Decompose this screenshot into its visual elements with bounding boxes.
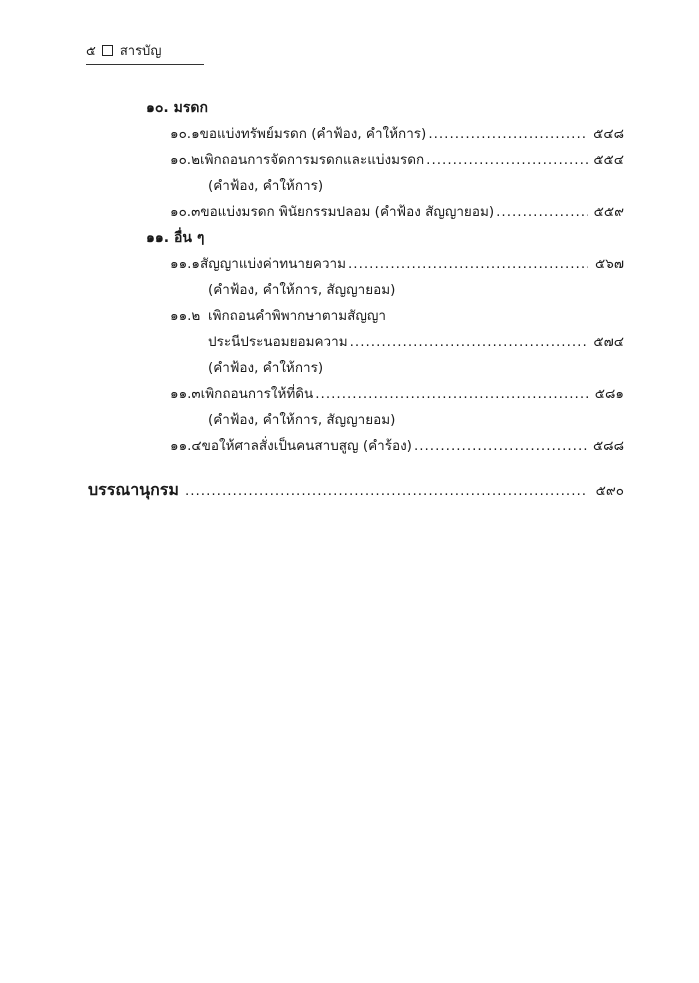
toc-entry[interactable] [170, 200, 624, 224]
toc-entry[interactable] [170, 382, 624, 406]
entry-subtitle: (คำฟ้อง, คำให้การ) [208, 178, 324, 194]
entry-subtitle: (คำฟ้อง, คำให้การ, สัญญายอม) [208, 412, 396, 428]
page-header [86, 42, 204, 65]
entry-title: ขอแบ่งมรดก พินัยกรรมปลอม (คำฟ้อง สัญญายอม) [200, 204, 495, 220]
dot-leader [414, 434, 588, 458]
bibliography-page: ๕๙๐ [595, 483, 624, 499]
entry-number: ๑๐.๓ [170, 204, 201, 220]
entry-subtitle: (คำฟ้อง, คำให้การ) [208, 360, 324, 376]
dot-leader [426, 148, 588, 172]
toc-entry-bibliography[interactable] [88, 476, 624, 504]
toc-entry[interactable] [170, 434, 624, 458]
entry-number: ๑๐.๑ [170, 126, 200, 142]
section-heading: ๑๑. อื่น ๆ [146, 230, 205, 246]
dot-leader [315, 382, 588, 406]
entry-number: ๑๑.๑ [170, 256, 200, 272]
toc-entry[interactable] [170, 252, 624, 276]
entry-page: ๕๔๘ [593, 126, 624, 142]
section-heading: ๑๐. มรดก [146, 100, 208, 116]
entry-number: ๑๐.๒ [170, 152, 200, 168]
entry-title: ขอให้ศาลสั่งเป็นคนสาบสูญ (คำร้อง) [201, 438, 412, 454]
toc-entry[interactable] [170, 122, 624, 146]
entry-page: ๕๖๗ [595, 256, 624, 272]
entry-title: สัญญาแบ่งค่าทนายความ [200, 256, 347, 272]
toc-entry-first-line[interactable] [170, 304, 386, 328]
entry-page: ๕๕๙ [593, 204, 624, 220]
entry-page: ๕๕๔ [593, 152, 624, 168]
entry-page: ๕๘๑ [594, 386, 624, 402]
entry-number: ๑๑.๔ [170, 438, 202, 454]
entry-page: ๕๗๔ [593, 334, 624, 350]
entry-number: ๑๑.๓ [170, 386, 201, 402]
header-title: สารบัญ [119, 44, 162, 59]
entry-number: ๑๑.๒ [170, 308, 201, 324]
header-page-number: ๕ [86, 44, 96, 59]
dot-leader [185, 477, 588, 505]
entry-page: ๕๘๘ [592, 438, 624, 454]
toc-entry[interactable] [170, 148, 624, 172]
entry-title: เพิกถอนการจัดการมรดกและแบ่งมรดก [200, 152, 425, 168]
checkbox-bullet-icon [102, 45, 113, 56]
toc-entry[interactable] [208, 330, 624, 354]
entry-title: เพิกถอนคำพิพากษาตามสัญญา [208, 308, 386, 324]
bibliography-label: บรรณานุกรม [88, 480, 179, 499]
dot-leader [348, 252, 588, 276]
dot-leader [428, 122, 588, 146]
entry-title: เพิกถอนการให้ที่ดิน [200, 386, 314, 402]
entry-subtitle: (คำฟ้อง, คำให้การ, สัญญายอม) [208, 282, 396, 298]
entry-title-continued: ประนีประนอมยอมความ [208, 334, 348, 350]
dot-leader [350, 330, 588, 354]
dot-leader [496, 200, 588, 224]
entry-title: ขอแบ่งทรัพย์มรดก (คำฟ้อง, คำให้การ) [199, 126, 427, 142]
